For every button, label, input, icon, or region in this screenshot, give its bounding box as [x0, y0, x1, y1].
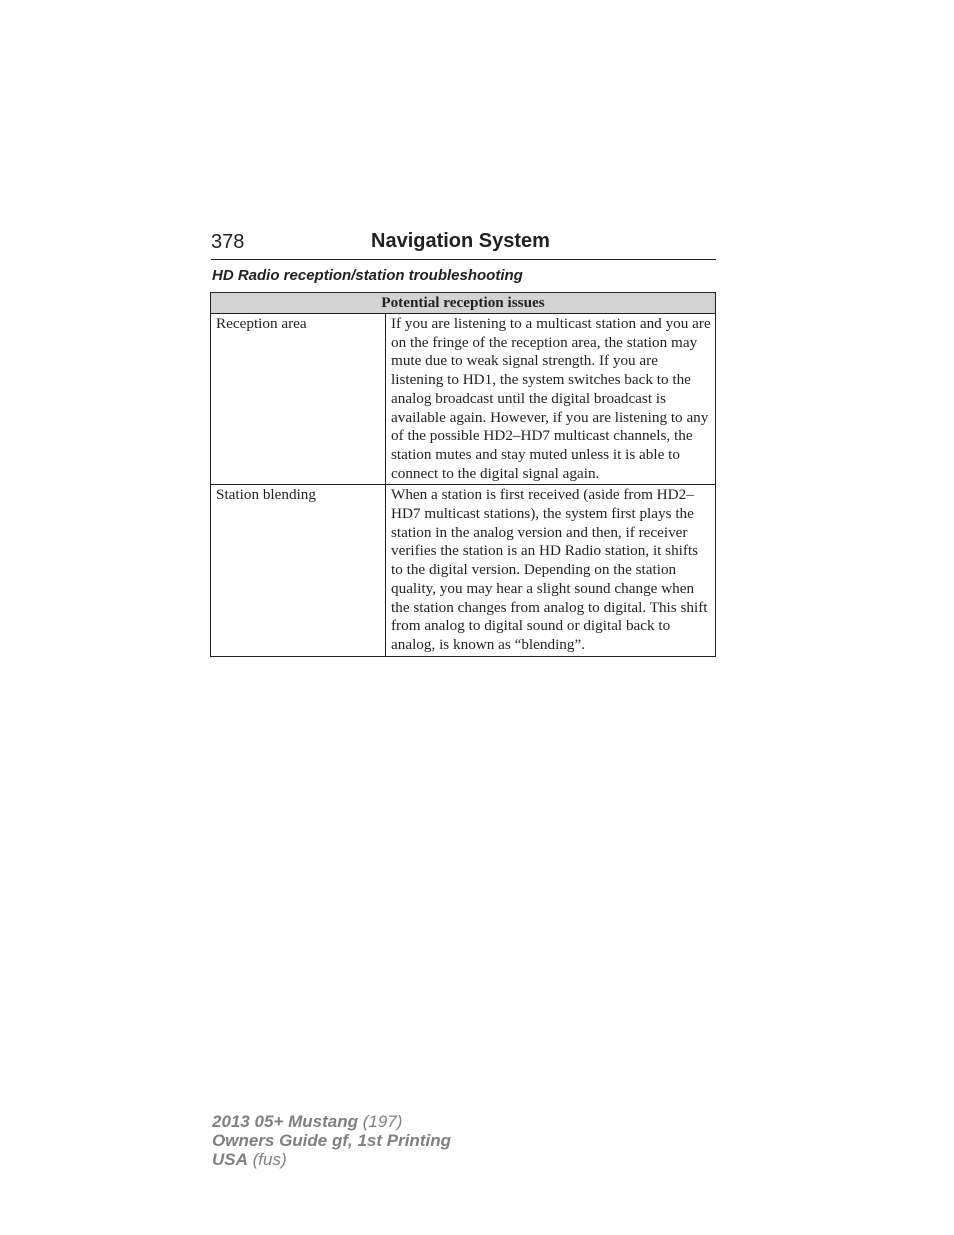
- table-row: [211, 314, 716, 485]
- row-label-reception-area: Reception area: [211, 314, 386, 485]
- chapter-title: Navigation System: [371, 230, 550, 252]
- section-title: HD Radio reception/station troubleshooting: [212, 267, 523, 284]
- footer-market-code: (fus): [252, 1150, 287, 1169]
- print-footer: [212, 1112, 451, 1169]
- page-header: [211, 229, 716, 260]
- row-description-reception-area: If you are listening to a multicast station and you are on the fringe of the reception area, the station may mute due to weak signal strength. If you are listening to HD1, the system switches back to the analog broadcast until the digital broadcast is available again. However, if you are listening to any of the possible HD2–HD7 multicast channels, the station mutes and stay muted unless it is able to connect to the digital signal again.: [386, 314, 716, 485]
- table-header-row: [211, 293, 716, 314]
- footer-line-market: [212, 1150, 451, 1169]
- footer-market: USA: [212, 1150, 248, 1169]
- footer-line-model: [212, 1112, 451, 1131]
- footer-model-code: (197): [362, 1112, 403, 1131]
- reception-issues-table: [210, 292, 716, 657]
- footer-printing: Owners Guide gf, 1st Printing: [212, 1131, 451, 1150]
- table-row: [211, 485, 716, 656]
- footer-line-printing: [212, 1131, 451, 1150]
- footer-model: 2013 05+ Mustang: [212, 1112, 358, 1131]
- table-header: Potential reception issues: [211, 293, 716, 314]
- row-label-station-blending: Station blending: [211, 485, 386, 656]
- row-description-station-blending: When a station is first received (aside from HD2–HD7 multicast stations), the system first plays the station in the analog version and then, if receiver verifies the station is an HD Radio station, it shifts to the digital version. Depending on the station quality, you may hear a slight sound change when the station changes from analog to digital. This shift from analog to digital sound or digital back to analog, is known as “blending”.: [386, 485, 716, 656]
- page-number: 378: [211, 231, 245, 253]
